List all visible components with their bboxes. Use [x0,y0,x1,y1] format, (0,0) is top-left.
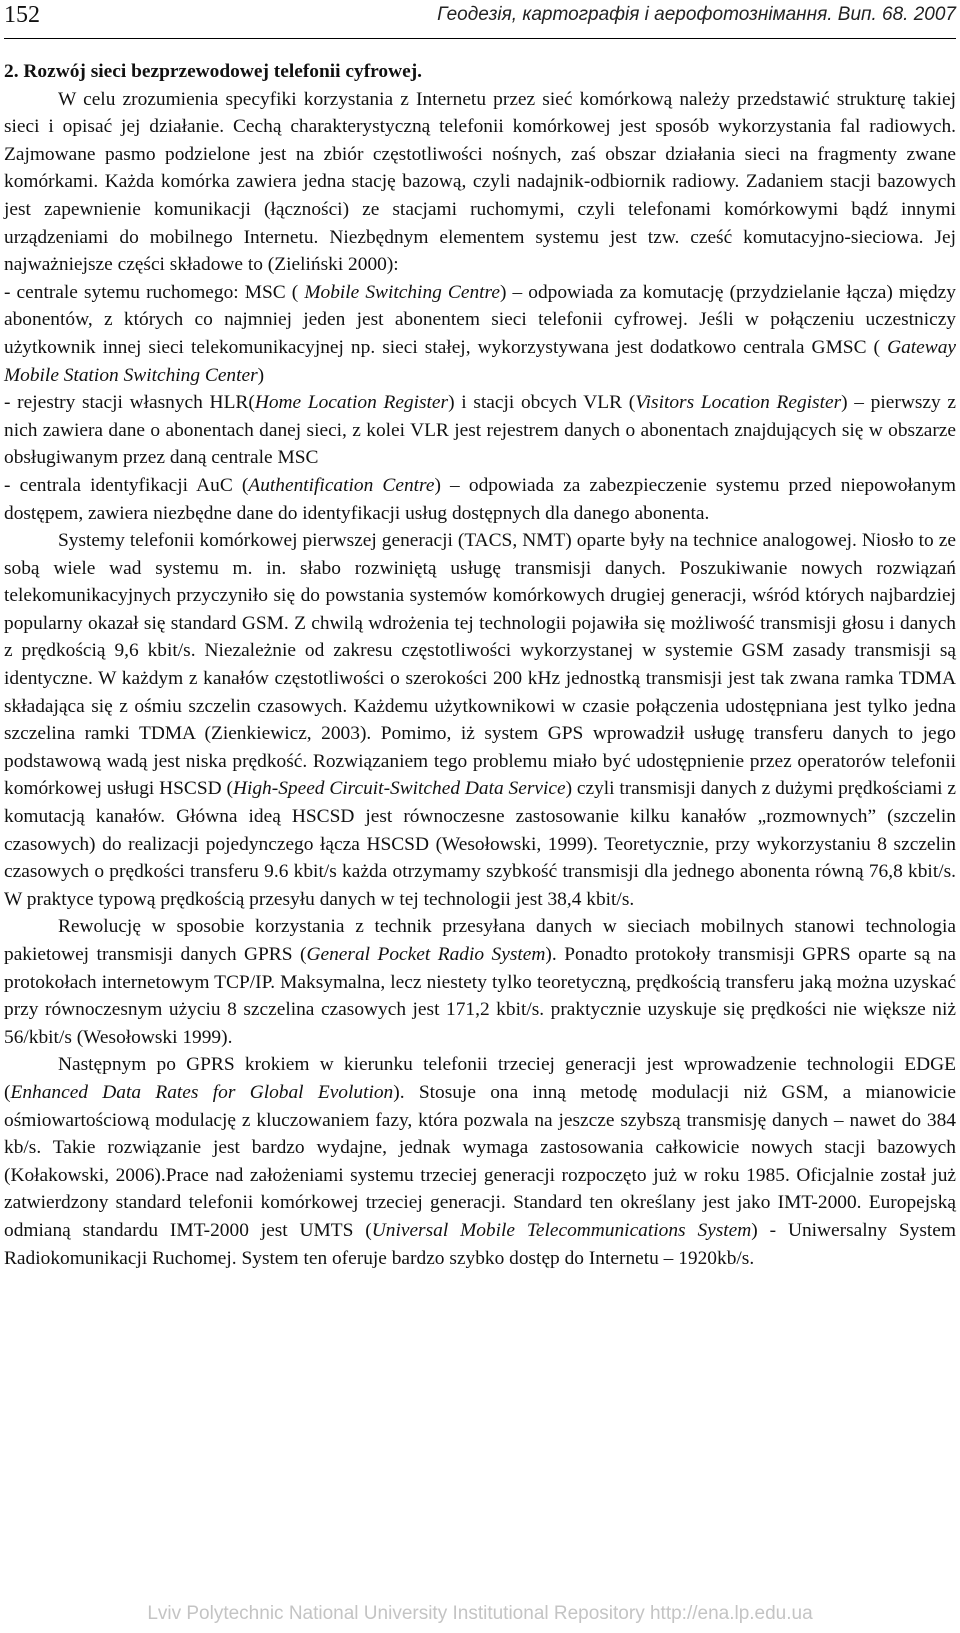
umts-term: Universal Mobile Telecommunications System [371,1219,752,1241]
auc-term: Authentification Centre [248,474,435,496]
list-item-msc [4,279,956,389]
repository-watermark: Lviv Polytechnic National University Institutional Repository http://ena.lp.edu.ua [147,1603,813,1624]
page-number: 152 [4,2,40,28]
generations-text: Systemy telefonii komórkowej pierwszej generacji (TACS, NMT) oparte były na technice analogowej. Niosło to ze sobą wiele wad systemu m. in. słabo rozwiniętą usługę transmisji danych. Poszukiwanie nowych rozwiązań telekomunikacyjnych przyczyniło się do powstania systemów komórkowych drugiej generacji, wśród których najbardziej popularny okazał się standard GSM. Z chwilą wdrożenia tej technologii pojawiła się możliwość transmisji głosu i danych z prędkością 9,6 kbit/s. Niezależnie od zakresu częstotliwości wykorzystanej w systemie GSM zasady transmisji są identyczne. W każdym z kanałów częstotliwości o szerokości 200 kHz jednostką transmisji jest tak zwana ramka TDMA składająca się z ośmiu szczelin czasowych. Każdemu użytkownikowi w czasie połączenia udostępniana jest tylko jedna szczelina ramki TDMA (Zienkiewicz, 2003). Pomimo, iż system GPS wprowadził usługę transferu danych to jego podstawową wadą jest niska prędkość. Rozwiązaniem tego problemu miało być udostępnienie przez operatorów telefonii komórkowej usługi HSCSD ( [4,530,956,800]
list-item-hlr [4,389,956,472]
section-title: 2. Rozwój sieci bezprzewodowej telefonii cyfrowej. [4,61,423,82]
hlr-text-3: ) – pierwszy z nich zawiera dane o abonentach danej sieci, z kolei VLR jest rejestrem danych o abonentach znajdujących się w obszarze obsługiwanym przez daną centrale MSC [4,392,956,469]
intro-text-3: Zadaniem stacji bazowych jest zapewnienie komunikacji (łączności) ze stacjami ruchomymi, czyli telefonami komórkowymi bądź innymi urządzeniami do mobilnego Internetu. Niezbędnym elementem systemu jest tzw. cześć komutacyjno-sieciowa. Jej najważniejsze części składowe to (Zieliński 2000): [4,171,956,276]
msc-text-3: ) [257,364,265,386]
gprs-term: General Pocket Radio System [306,944,546,965]
gprs-text-2: ). Ponadto protokoły transmisji GPRS oparte są na protokołach internetowym TCP/IP. Maksymalna, lecz niestety tylko teoretyczną, prędkością transferu jaką można uzyskać przy równoczesnym użyciu 8 szczelina czasowych jest 171,2 kbit/s. praktycznie uzyskuje się prędkości nie większe niż 56/kbit/s (Wesołowski 1999). [4,944,956,1048]
edge-term: Enhanced Data Rates for Global Evolution [10,1081,394,1103]
edge-text-2: ). Stosuje ona inną metodę modulacji niż GSM, a mianowicie ośmiowartościową modulację z kluczowaniem fazy, która pozwala na jeszcze szybszą transmisję danych – nawet do 384 kb/s. Takie rozwiązanie jest bardzo wydajne, jednak wymaga zastosowania całkowicie nowych stacji bazowych (Kołakowski, 2006).Prace nad założeniami systemu trzeciej generacji rozpoczęto już w roku 1985. Oficjalnie został już zatwierdzony standard telefonii komórkowej trzeciej generacji. Standard ten określany jest jako IMT-2000. Europejską odmianą standardu IMT-2000 jest UMTS ( [4,1081,956,1241]
edge-text: Następnym po GPRS krokiem w kierunku telefonii trzeciej generacji jest wprowadzenie technologii EDGE ( [4,1054,956,1103]
article-body [4,58,956,1272]
auc-text: - centrala identyfikacji AuC ( [4,474,249,496]
hlr-term: Home Location Register [254,392,449,414]
paragraph-gprs [4,913,956,1051]
paragraph-edge-umts [4,1051,956,1272]
intro-text-2: Cechą charakterystyczną telefonii komórkowej jest sposób wykorzystania fal radiowych. Zajmowane pasmo podzielone jest na zbiór częstotliwości nośnych, zaś obszar działania sieci na fragmenty zwane komórkami. Każda komórka zawiera jedna stację bazową, czyli nadajnik-odbiornik radiowy. [4,116,956,193]
list-item-auc [4,472,956,527]
hlr-text: - rejestry stacji własnych HLR( [4,392,255,414]
gmsc-term: Gateway Mobile Station Switching Center [4,336,956,386]
msc-term: Mobile Switching Centre [304,281,500,303]
hlr-text-2: ) i stacji obcych VLR ( [448,392,636,414]
running-title: Геодезія, картографія і аерофотознімання. Вип. 68. 2007 [437,4,956,25]
intro-text-1: W celu zrozumienia specyfiki korzystania z Internetu przez sieć komórkową należy przedstawić strukturę takiej sieci i opisać jej działanie. [4,88,956,138]
auc-text-2: ) – odpowiada za zabezpieczenie systemu przed niepowołanym dostępem, zawiera niezbędne dane do identyfikacji usług dostępnych dla danego abonenta. [4,474,956,524]
msc-text: - centrale sytemu ruchomego: MSC ( [4,281,305,303]
gprs-text: Rewolucję w sposobie korzystania z technik przesyłana danych w sieciach mobilnych stanowi technologia pakietowej transmisji danych GPRS ( [4,916,956,965]
msc-text-2: ) – odpowiada za komutację (przydzielanie łącza) między abonentów, z których co najmniej jeden jest abonentem sieci telefonii cyfrowej. Jeśli w połączeniu uczestniczy użytkownik innej sieci telekomunikacyjnej np. sieci stałej, wykorzystywana jest dodatkowo centrala GMSC ( [4,281,956,358]
hscsd-term: High-Speed Circuit-Switched Data Service [232,778,566,800]
paragraph-intro [4,86,956,279]
generations-text-2: ) czyli transmisji danych z dużymi prędkościami z komutacją kanałów. Główna ideą HSCSD jest równoczesne zastosowanie kilku kanałów „rozmownych” (szczelin czasowych) do realizacji pojedynczego łącza HSCSD (Wesołowski, 1999). Teoretycznie, przy wykorzystaniu 8 szczelin czasowych o prędkości transferu 9.6 kbit/s każda otrzymamy szybkość transmisji dla jednego abonenta równą 76,8 kbit/s. W praktyce typową prędkością przesyłu danych w tej technologii jest 38,4 kbit/s. [4,778,956,910]
vlr-term: Visitors Location Register [635,392,842,414]
edge-text-3: ) - Uniwersalny System Radiokomunikacji Ruchomej. System ten oferuje bardzo szybko dostęp do Internetu – 1920kb/s. [4,1219,956,1269]
paragraph-generations [4,527,956,913]
page-header [4,2,956,39]
